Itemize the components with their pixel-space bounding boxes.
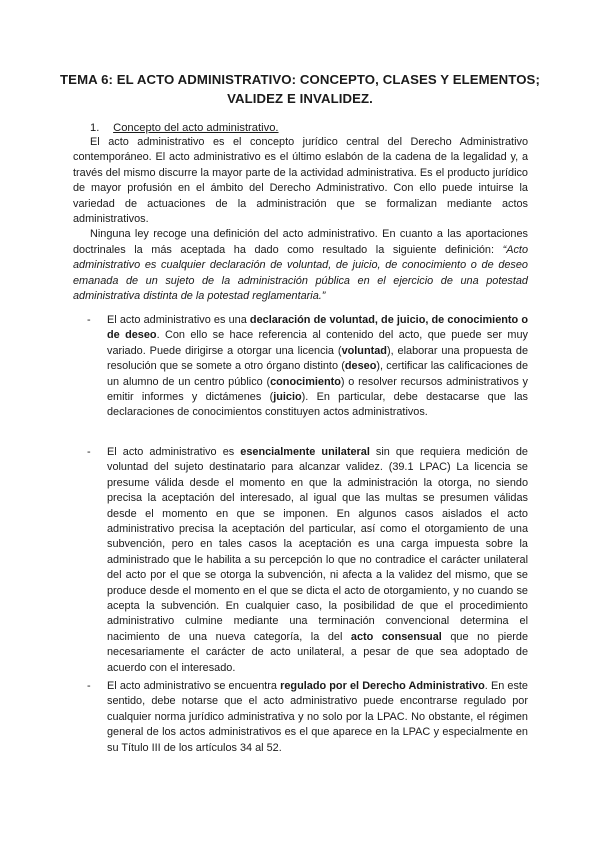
bullet-1-text: El acto administrativo es una declaración de voluntad, de juicio, de conocimiento o de deseo. Con ello se hace referencia al contenido del acto, que puede ser muy variado. Puede dirigirse a otorgar una licencia (voluntad), elaborar una propuesta de resolución que se somete a otro órgano distinto (deseo), certificar las calificaciones de un alumno de un centro público (conocimiento) o resolver recursos administrativos y emitir informes y dictámenes (juicio). En particular, debe destacarse que las declaraciones de conocimientos constituyen actos administrativos.: [107, 314, 529, 419]
intro-block: [73, 135, 528, 304]
definition-quote: “Acto administrativo es cualquier declaración de voluntad, de juicio, de conocimiento o de deseo emanada de un sujeto de la administración pública en el ejercicio de una potestad administrativa distinta de la potestad reglamentaria.”: [73, 243, 528, 303]
bullet-marker: -: [87, 446, 91, 458]
bullet-marker: -: [87, 314, 91, 326]
intro-paragraph-1: El acto administrativo es el concepto jurídico central del Derecho Administrativo contemporáneo. El acto administrativo es el último eslabón de la cadena de la legalidad y, a través del mismo discurre la mayor parte de la actividad administrativa. Es el producto jurídico de mayor profusión en el ámbito del Derecho Administrativo. Con ello puede intuirse la variedad de actuaciones de la administración que se formalizan mediante actos administrativos.: [73, 136, 528, 226]
intro-paragraph-2: [73, 227, 528, 304]
bold-term: deseo: [344, 360, 377, 373]
bullet-3-text: El acto administrativo se encuentra regulado por el Derecho Administrativo. En este sentido, debe notarse que el acto administrativo puede encontrarse regulado por cualquier norma jurídico administrativa y no solo por la LPAC. No obstante, el régimen general de los actos administrativos es el que aparece en la LPAC y especialmente en su Título III de los artículos 34 al 52.: [107, 680, 528, 754]
bullet-item-2: [73, 445, 528, 676]
bullet-marker: -: [87, 680, 91, 692]
bold-term: esencialmente unilateral: [240, 446, 370, 458]
section-number: 1.: [90, 122, 100, 134]
section-heading-text: Concepto del acto administrativo.: [113, 122, 279, 134]
bullet-item-3: [73, 679, 528, 756]
bold-term: juicio: [273, 391, 302, 404]
bullet-2-text: El acto administrativo es esencialmente unilateral sin que requiera medición de voluntad del sujeto destinatario para alcanzar validez. (39.1 LPAC) La licencia se presume válida desde el momento en que la administración la otorga, no siendo precisa la aceptación del interesado, al igual que las multas se presumen válidas desde el momento en que se imponen. En algunos casos aislados el acto administrativo precisa la aceptación del particular, así como el otorgamiento de una subvención, pero en tales casos la aceptación es una carga impuesta sobre la administrado que le habilita a su percepción lo que no contradice el carácter unilateral del acto por el que se otorga la subvención, ni afecta a la validez del mismo, que se produce desde el momento en el que se dicta el acto de otorgamiento, y no cuando se acepta la subvención. En cualquier caso, la posibilidad de que el procedimiento administrativo culmine mediante una terminación convencional determina el nacimiento de una nueva categoría, la del acto consensual que no pierde necesariamente el carácter de acto unilateral, a pesar de que sea adoptado de acuerdo con el interesado.: [107, 446, 529, 674]
bold-term: voluntad: [341, 344, 387, 357]
bold-term: declaración de voluntad, de juicio, de conocimiento o de deseo: [107, 314, 528, 342]
bullet-item-1: [73, 313, 528, 421]
bold-term: regulado por el Derecho Administrativo: [280, 680, 485, 692]
bold-term: conocimiento: [270, 375, 341, 388]
intro-paragraph-2-text: Ninguna ley recoge una definición del acto administrativo. En cuanto a las aportaciones doctrinales la más aceptada ha dado como resultado la siguiente definición:: [73, 228, 528, 256]
section-heading: [90, 121, 279, 135]
bold-term: acto consensual: [350, 630, 442, 643]
document-title: TEMA 6: EL ACTO ADMINISTRATIVO: CONCEPTO, CLASES Y ELEMENTOS; VALIDEZ E INVALIDEZ.: [60, 72, 540, 106]
